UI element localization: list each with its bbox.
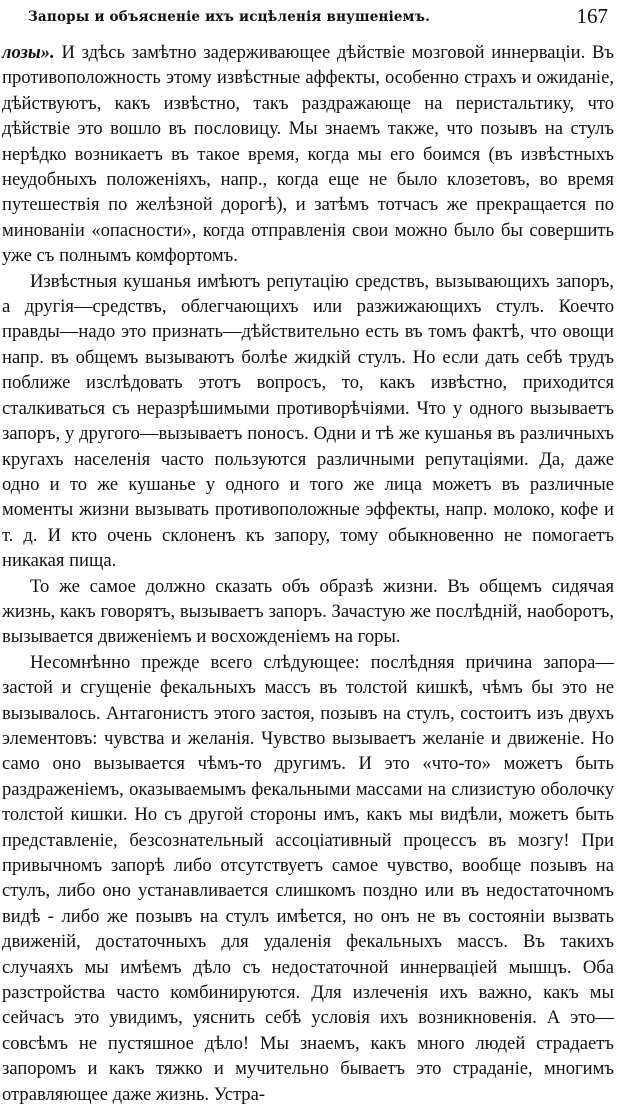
paragraph-1-text: И здѣсь замѣтно задерживающее дѣйствіе мозговой иннервацiи. Въ противоположность этому извѣстные аффекты, особенно страхъ и ожиданіе, дѣйствуютъ, какъ извѣстно, такъ раздражающе на перистальтику, что дѣйствіе это вошло въ пословицу. Мы знаемъ также, что позывъ на стулъ нерѣдко возникаетъ въ такое время, когда мы его боимся (въ извѣстныхъ неудобныхъ положеніяхъ, напр., когда еще не было клозетовъ, во время путешествія по желѣзной дорогѣ), и затѣмъ тотчасъ же прекращается по минованіи «опасности», когда отправленія свои можно было бы совершить уже съ полнымъ комфортомъ. [2, 42, 614, 267]
running-title: Запоры и объясненіе ихъ исцѣленія внушеніемъ. [28, 9, 431, 25]
paragraph-4: Несомнѣнно прежде всего слѣдующее: послѣдняя причина запора—застой и сгущеніе фекальныхъ массъ въ толстой кишкѣ, чѣмъ бы это не вызывалось. Антагонистъ этого застоя, позывъ на стулъ, состоитъ изъ двухъ элементовъ: чувства и желанія. Чувство вызываетъ желаніе и движеніе. Но само оно вызывается чѣмъ-то другимъ. И это «что-то» можетъ быть раздраженіемъ, оказываемымъ фекальными массами на слизистую оболочку толстой кишки. Но съ другой стороны имъ, какъ мы видѣли, можетъ быть представленіе, безсознательный ассоціативный процессъ въ мозгу! При привычномъ запорѣ либо отсутствуетъ самое чувство, вообще позывъ на стулъ, либо оно устанавливается слишкомъ поздно или въ недостаточномъ видѣ - либо же позывъ на стулъ имѣется, но онъ не въ состояніи вызвать движеній, достаточныхъ для удаленія фекальныхъ массъ. Въ такихъ случаяхъ мы имѣемъ дѣло съ недостаточной иннервацiей мышцъ. Оба разстройства часто комбинируются. Для излеченія ихъ важно, какъ мы сейчасъ это увидимъ, уяснить себѣ условія ихъ возникновенія. А это—совсѣмъ не пустяшное дѣло! Мы знаемъ, какъ много людей страдаетъ запоромъ и какъ тяжко и мучительно бываетъ это страданіе, многимъ отравляющее даже жизнь. Устра- [2, 651, 614, 1105]
page-number: 167 [576, 4, 608, 28]
paragraph-1 [2, 40, 614, 269]
paragraph-3: То же самое должно сказать объ образѣ жизни. Въ общемъ сидячая жизнь, какъ говорятъ, вызываетъ запоръ. Зачастую же послѣдній, наоборотъ, вызывается движеніемъ и восхожденіемъ на горы. [2, 575, 614, 648]
continued-word: лозы». [2, 42, 55, 63]
page-header [28, 4, 608, 38]
body-text [2, 40, 614, 1107]
paragraph-2: Извѣстныя кушанья имѣютъ репутацію средствъ, вызывающихъ запоръ, а другія—средствъ, облегчающихъ или разжижающихъ стулъ. Коечто правды—надо это признать—дѣйствительно есть въ томъ фактѣ, что овощи напр. въ общемъ вызываютъ болѣе жидкій стулъ. Но если дать себѣ трудъ поближе изслѣдовать этотъ вопросъ, то, какъ извѣстно, приходится сталкиваться съ неразрѣшимыми противорѣчіями. Что у одного вызываетъ запоръ, у другого—вызываетъ поносъ. Одни и тѣ же кушанья въ различныхъ кругахъ населенія часто пользуются различными репутаціями. Да, даже одно и то же кушанье у одного и того же лица можетъ въ различные моменты жизни вызывать противоположные эффекты, напр. молоко, кофе и т. д. И кто очень склоненъ къ запору, тому обыкновенно не помогаетъ никакая пища. [2, 270, 614, 572]
